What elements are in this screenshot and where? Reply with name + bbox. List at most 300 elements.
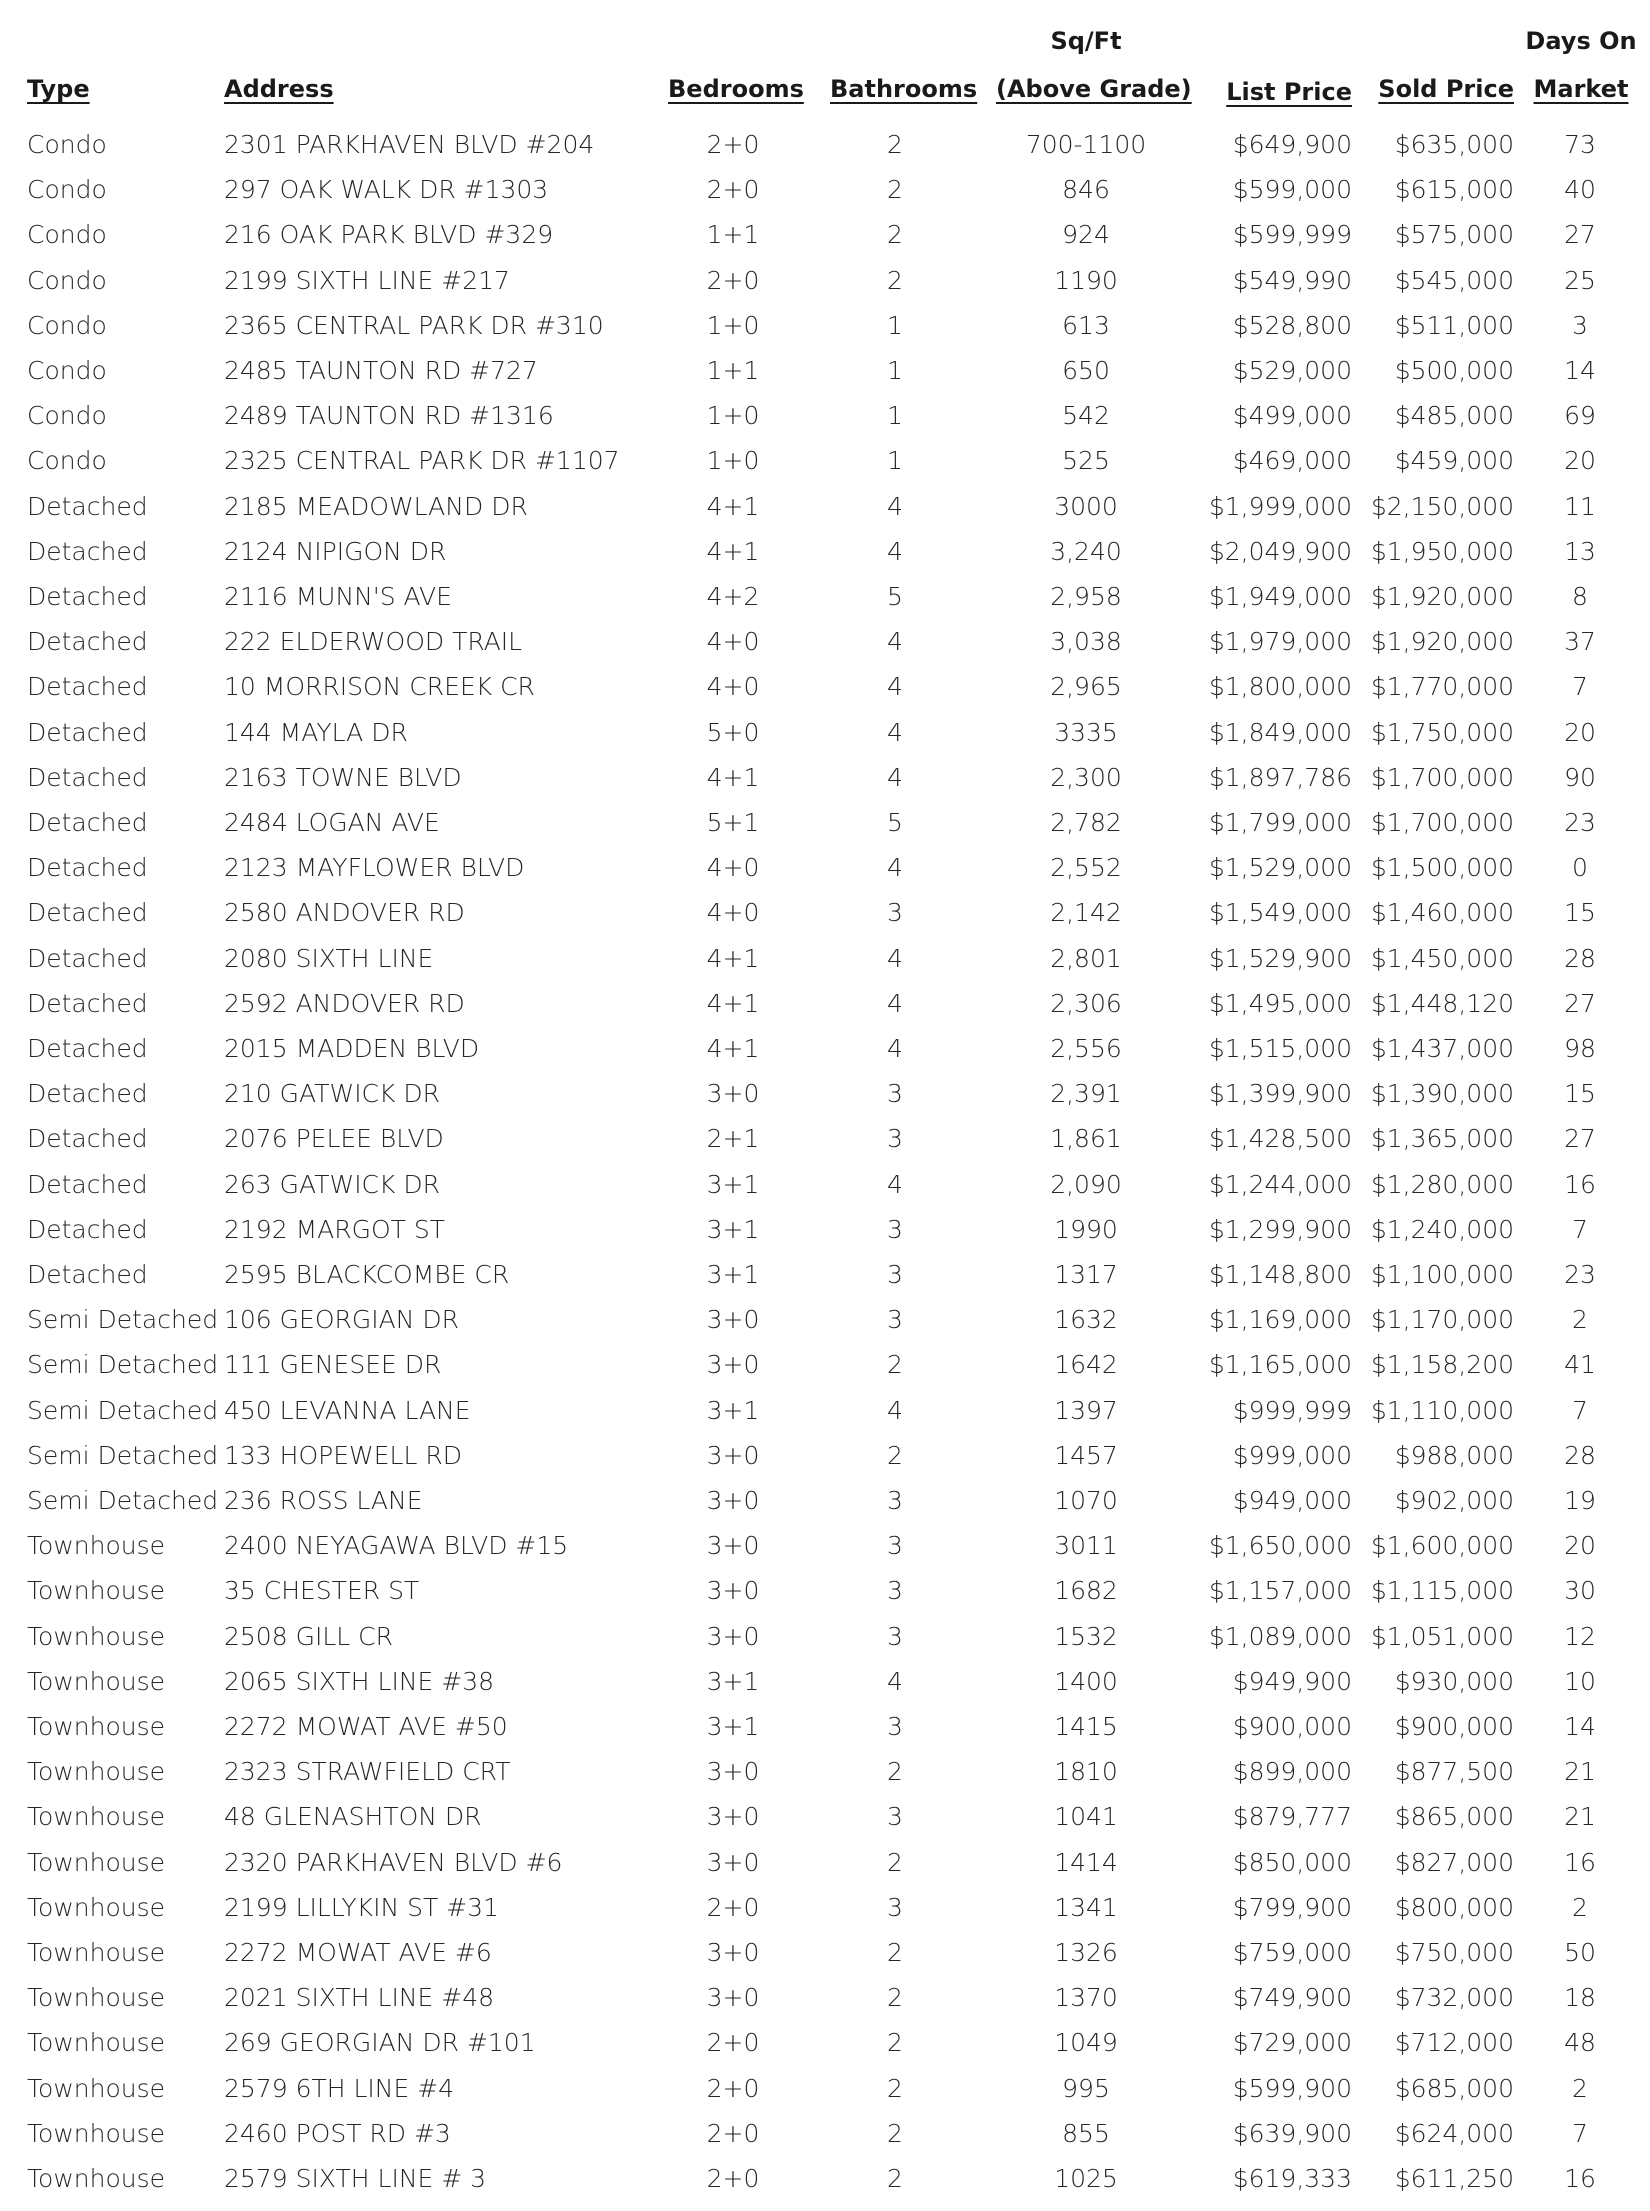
list-price-cell: $599,900 [1232, 2073, 1352, 2103]
days-on-market-cell: 2 [1572, 1305, 1588, 1335]
type-cell: Detached [27, 943, 148, 973]
sold-price-cell: $2,150,000 [1370, 491, 1514, 521]
sqft-cell: 1326 [1054, 1938, 1118, 1967]
days-on-market-cell: 21 [1564, 1757, 1596, 1787]
bedrooms-cell: 4+1 [706, 536, 760, 566]
sqft-cell: 855 [1062, 2118, 1110, 2148]
list-price-cell: $1,495,000 [1208, 988, 1352, 1018]
days-on-market-cell: 18 [1564, 1983, 1596, 2013]
address-cell: 2484 LOGAN AVE [224, 808, 440, 837]
table-row [0, 1207, 1650, 1252]
header-sqft-line1: Sq/Ft [1050, 27, 1122, 55]
days-on-market-cell: 19 [1564, 1486, 1596, 1515]
address-cell: 2579 SIXTH LINE # 3 [224, 2164, 487, 2193]
list-price-cell: $899,000 [1232, 1757, 1352, 1787]
address-cell: 144 MAYLA DR [224, 717, 408, 747]
address-cell: 297 OAK WALK DR #1303 [224, 175, 549, 205]
address-cell: 2192 MARGOT ST [224, 1214, 446, 1244]
sqft-cell: 1397 [1054, 1395, 1118, 1425]
days-on-market-cell: 16 [1564, 2164, 1596, 2193]
list-price-cell: $2,049,900 [1208, 536, 1352, 566]
type-cell: Condo [27, 220, 107, 250]
table-row [0, 1659, 1650, 1704]
sold-price-cell: $1,110,000 [1370, 1395, 1514, 1425]
sqft-cell: 700-1100 [1025, 130, 1147, 159]
sqft-cell: 2,782 [1050, 808, 1122, 837]
bathrooms-cell: 2 [887, 2028, 903, 2058]
sold-price-cell: $1,700,000 [1370, 808, 1514, 837]
type-cell: Detached [27, 672, 148, 702]
table-row [0, 981, 1650, 1026]
list-price-cell: $1,515,000 [1208, 1034, 1352, 1063]
table-row [0, 1478, 1650, 1523]
type-cell: Detached [27, 988, 148, 1018]
type-cell: Detached [27, 1124, 148, 1154]
days-on-market-cell: 7 [1572, 1395, 1588, 1425]
list-price-cell: $1,799,000 [1208, 808, 1352, 837]
bedrooms-cell: 1+1 [706, 356, 760, 385]
days-on-market-cell: 7 [1572, 2118, 1588, 2148]
list-price-cell: $1,089,000 [1208, 1621, 1352, 1651]
sold-price-cell: $545,000 [1394, 265, 1514, 295]
table-row [0, 1840, 1650, 1885]
address-cell: 2163 TOWNE BLVD [224, 762, 462, 792]
sold-price-cell: $1,450,000 [1370, 943, 1514, 973]
bathrooms-cell: 1 [887, 401, 903, 431]
sold-price-cell: $1,170,000 [1370, 1305, 1514, 1335]
bathrooms-cell: 4 [887, 1169, 903, 1199]
sqft-cell: 1,861 [1050, 1124, 1122, 1154]
type-cell: Condo [27, 175, 107, 205]
type-cell: Semi Detached [27, 1440, 219, 1470]
days-on-market-cell: 28 [1564, 943, 1596, 973]
type-cell: Semi Detached [27, 1486, 219, 1515]
bathrooms-cell: 3 [887, 1712, 903, 1741]
address-cell: 2323 STRAWFIELD CRT [224, 1757, 511, 1787]
type-cell: Semi Detached [27, 1305, 219, 1335]
sqft-cell: 2,142 [1050, 898, 1122, 928]
sqft-cell: 1400 [1054, 1666, 1118, 1696]
sqft-cell: 3011 [1054, 1531, 1118, 1561]
type-cell: Townhouse [27, 2118, 166, 2148]
type-cell: Detached [27, 1214, 148, 1244]
table-row [0, 212, 1650, 257]
list-price-cell: $639,900 [1232, 2118, 1352, 2148]
days-on-market-cell: 73 [1564, 130, 1596, 159]
sqft-cell: 1415 [1054, 1712, 1118, 1741]
table-row [0, 1433, 1650, 1478]
sqft-cell: 3000 [1054, 491, 1118, 521]
bathrooms-cell: 1 [887, 446, 903, 476]
list-price-cell: $999,999 [1232, 1395, 1352, 1425]
table-row [0, 1749, 1650, 1794]
days-on-market-cell: 23 [1564, 808, 1596, 837]
bathrooms-cell: 4 [887, 943, 903, 973]
type-cell: Detached [27, 627, 148, 657]
type-cell: Condo [27, 356, 107, 385]
address-cell: 2325 CENTRAL PARK DR #1107 [224, 446, 620, 476]
address-cell: 2301 PARKHAVEN BLVD #204 [224, 130, 595, 159]
address-cell: 2592 ANDOVER RD [224, 988, 465, 1018]
address-cell: 2508 GILL CR [224, 1621, 393, 1651]
address-cell: 2365 CENTRAL PARK DR #310 [224, 310, 604, 340]
sold-price-cell: $750,000 [1394, 1938, 1514, 1967]
bedrooms-cell: 2+0 [706, 130, 760, 159]
sold-price-cell: $1,115,000 [1370, 1576, 1514, 1606]
bedrooms-cell: 3+1 [706, 1260, 760, 1289]
type-cell: Townhouse [27, 1983, 166, 2013]
table-row [0, 348, 1650, 393]
bathrooms-cell: 2 [887, 2164, 903, 2193]
table-row [0, 1794, 1650, 1839]
type-cell: Detached [27, 717, 148, 747]
list-price-cell: $649,900 [1232, 130, 1352, 159]
table-row [0, 1162, 1650, 1207]
address-cell: 106 GEORGIAN DR [224, 1305, 459, 1335]
address-cell: 236 ROSS LANE [224, 1486, 423, 1515]
header-bedrooms: Bedrooms [668, 75, 804, 103]
bedrooms-cell: 2+0 [706, 2073, 760, 2103]
address-cell: 2123 MAYFLOWER BLVD [224, 853, 525, 883]
days-on-market-cell: 90 [1564, 762, 1596, 792]
sold-price-cell: $1,950,000 [1370, 536, 1514, 566]
type-cell: Detached [27, 1034, 148, 1063]
sqft-cell: 1341 [1054, 1892, 1118, 1922]
sold-price-cell: $930,000 [1394, 1666, 1514, 1696]
bathrooms-cell: 4 [887, 717, 903, 747]
sold-price-cell: $1,437,000 [1370, 1034, 1514, 1063]
sqft-cell: 1041 [1054, 1802, 1118, 1832]
list-price-cell: $469,000 [1232, 446, 1352, 476]
bedrooms-cell: 1+0 [706, 401, 760, 431]
table-row [0, 529, 1650, 574]
bedrooms-cell: 3+0 [706, 1305, 760, 1335]
address-cell: 2021 SIXTH LINE #48 [224, 1983, 495, 2013]
bedrooms-cell: 2+0 [706, 175, 760, 205]
bedrooms-cell: 4+1 [706, 988, 760, 1018]
sqft-cell: 924 [1062, 220, 1110, 250]
bedrooms-cell: 4+1 [706, 1034, 760, 1063]
bathrooms-cell: 5 [887, 808, 903, 837]
bedrooms-cell: 5+1 [706, 808, 760, 837]
header-sold-price: Sold Price [1378, 75, 1514, 103]
bathrooms-cell: 2 [887, 1350, 903, 1380]
type-cell: Semi Detached [27, 1350, 219, 1380]
bathrooms-cell: 3 [887, 1260, 903, 1289]
address-cell: 269 GEORGIAN DR #101 [224, 2028, 536, 2058]
list-price-cell: $799,900 [1232, 1892, 1352, 1922]
days-on-market-cell: 16 [1564, 1169, 1596, 1199]
bathrooms-cell: 4 [887, 536, 903, 566]
table-row [0, 574, 1650, 619]
days-on-market-cell: 98 [1564, 1034, 1596, 1063]
bathrooms-cell: 4 [887, 988, 903, 1018]
bathrooms-cell: 3 [887, 1305, 903, 1335]
bedrooms-cell: 3+0 [706, 1576, 760, 1606]
list-price-cell: $1,148,800 [1208, 1260, 1352, 1289]
list-price-cell: $949,000 [1232, 1486, 1352, 1515]
days-on-market-cell: 27 [1564, 1124, 1596, 1154]
bedrooms-cell: 3+1 [706, 1395, 760, 1425]
table-row [0, 890, 1650, 935]
bedrooms-cell: 4+0 [706, 898, 760, 928]
sqft-cell: 1682 [1054, 1576, 1118, 1606]
bedrooms-cell: 3+0 [706, 1079, 760, 1109]
sold-price-cell: $1,240,000 [1370, 1214, 1514, 1244]
sqft-cell: 2,801 [1050, 943, 1122, 973]
bathrooms-cell: 3 [887, 1802, 903, 1832]
bedrooms-cell: 3+0 [706, 1531, 760, 1561]
sold-price-cell: $902,000 [1394, 1486, 1514, 1515]
list-price-cell: $759,000 [1232, 1938, 1352, 1967]
sqft-cell: 1370 [1054, 1983, 1118, 2013]
days-on-market-cell: 10 [1564, 1666, 1596, 1696]
address-cell: 2185 MEADOWLAND DR [224, 491, 528, 521]
sold-price-cell: $1,600,000 [1370, 1531, 1514, 1561]
sold-price-cell: $865,000 [1394, 1802, 1514, 1832]
days-on-market-cell: 30 [1564, 1576, 1596, 1606]
type-cell: Townhouse [27, 1531, 166, 1561]
address-cell: 2400 NEYAGAWA BLVD #15 [224, 1531, 569, 1561]
table-row [0, 1523, 1650, 1568]
bathrooms-cell: 2 [887, 130, 903, 159]
list-price-cell: $1,169,000 [1208, 1305, 1352, 1335]
sqft-cell: 3,038 [1050, 627, 1122, 657]
sold-price-cell: $712,000 [1394, 2028, 1514, 2058]
type-cell: Detached [27, 536, 148, 566]
list-price-cell: $1,165,000 [1208, 1350, 1352, 1380]
address-cell: 2460 POST RD #3 [224, 2118, 451, 2148]
header-sqft-line2: (Above Grade) [996, 75, 1192, 103]
list-price-cell: $729,000 [1232, 2028, 1352, 2058]
type-cell: Detached [27, 808, 148, 837]
type-cell: Detached [27, 582, 148, 611]
table-row [0, 2066, 1650, 2111]
days-on-market-cell: 11 [1564, 491, 1596, 521]
type-cell: Townhouse [27, 1621, 166, 1651]
address-cell: 35 CHESTER ST [224, 1576, 420, 1606]
days-on-market-cell: 41 [1564, 1350, 1596, 1380]
address-cell: 2116 MUNN'S AVE [224, 582, 452, 611]
address-cell: 111 GENESEE DR [224, 1350, 442, 1380]
bathrooms-cell: 2 [887, 1847, 903, 1877]
address-cell: 2199 SIXTH LINE #217 [224, 265, 510, 295]
table-row [0, 755, 1650, 800]
type-cell: Townhouse [27, 1757, 166, 1787]
days-on-market-cell: 27 [1564, 988, 1596, 1018]
bathrooms-cell: 3 [887, 1621, 903, 1651]
list-price-cell: $749,900 [1232, 1983, 1352, 2013]
type-cell: Detached [27, 898, 148, 928]
list-price-cell: $499,000 [1232, 401, 1352, 431]
list-price-cell: $529,000 [1232, 356, 1352, 385]
sqft-cell: 2,556 [1050, 1034, 1122, 1063]
table-row [0, 1116, 1650, 1161]
type-cell: Detached [27, 1169, 148, 1199]
address-cell: 2485 TAUNTON RD #727 [224, 356, 538, 385]
table-row [0, 710, 1650, 755]
bathrooms-cell: 4 [887, 1666, 903, 1696]
sqft-cell: 995 [1062, 2073, 1110, 2103]
sqft-cell: 1049 [1054, 2028, 1118, 2058]
address-cell: 2320 PARKHAVEN BLVD #6 [224, 1847, 563, 1877]
days-on-market-cell: 16 [1564, 1847, 1596, 1877]
bathrooms-cell: 3 [887, 1531, 903, 1561]
list-price-cell: $1,157,000 [1208, 1576, 1352, 1606]
sold-price-cell: $624,000 [1394, 2118, 1514, 2148]
header-address: Address [224, 75, 334, 103]
days-on-market-cell: 48 [1564, 2028, 1596, 2058]
type-cell: Condo [27, 265, 107, 295]
address-cell: 2579 6TH LINE #4 [224, 2073, 455, 2103]
bedrooms-cell: 4+0 [706, 672, 760, 702]
bedrooms-cell: 1+1 [706, 220, 760, 250]
sqft-cell: 2,552 [1050, 853, 1122, 883]
days-on-market-cell: 14 [1564, 1712, 1596, 1741]
days-on-market-cell: 8 [1572, 582, 1588, 611]
sqft-cell: 1025 [1054, 2164, 1118, 2193]
sold-price-cell: $732,000 [1394, 1983, 1514, 2013]
bathrooms-cell: 4 [887, 762, 903, 792]
bedrooms-cell: 4+0 [706, 627, 760, 657]
sqft-cell: 1632 [1054, 1305, 1118, 1335]
days-on-market-cell: 20 [1564, 1531, 1596, 1561]
table-row [0, 664, 1650, 709]
sqft-cell: 1532 [1054, 1621, 1118, 1651]
bedrooms-cell: 5+0 [706, 717, 760, 747]
address-cell: 2076 PELEE BLVD [224, 1124, 444, 1154]
sqft-cell: 3,240 [1050, 536, 1122, 566]
bathrooms-cell: 1 [887, 356, 903, 385]
bedrooms-cell: 3+0 [706, 1757, 760, 1787]
sqft-cell: 2,090 [1050, 1169, 1122, 1199]
list-price-cell: $1,529,000 [1208, 853, 1352, 883]
type-cell: Detached [27, 853, 148, 883]
sqft-cell: 542 [1062, 401, 1110, 431]
table-row [0, 800, 1650, 845]
type-cell: Townhouse [27, 1847, 166, 1877]
sqft-cell: 525 [1062, 446, 1110, 476]
type-cell: Townhouse [27, 1666, 166, 1696]
bedrooms-cell: 1+0 [706, 310, 760, 340]
bathrooms-cell: 3 [887, 1214, 903, 1244]
list-price-cell: $850,000 [1232, 1847, 1352, 1877]
bathrooms-cell: 1 [887, 310, 903, 340]
sold-price-cell: $1,700,000 [1370, 762, 1514, 792]
sqft-cell: 2,958 [1050, 582, 1122, 611]
days-on-market-cell: 7 [1572, 1214, 1588, 1244]
bathrooms-cell: 2 [887, 265, 903, 295]
type-cell: Townhouse [27, 2028, 166, 2058]
table-row [0, 393, 1650, 438]
days-on-market-cell: 21 [1564, 1802, 1596, 1832]
days-on-market-cell: 20 [1564, 717, 1596, 747]
sold-price-cell: $1,770,000 [1370, 672, 1514, 702]
bedrooms-cell: 3+0 [706, 1983, 760, 2013]
bedrooms-cell: 4+1 [706, 943, 760, 973]
bathrooms-cell: 2 [887, 175, 903, 205]
sqft-cell: 1810 [1054, 1757, 1118, 1787]
bedrooms-cell: 3+1 [706, 1214, 760, 1244]
days-on-market-cell: 27 [1564, 220, 1596, 250]
sold-price-cell: $877,500 [1394, 1757, 1514, 1787]
type-cell: Detached [27, 491, 148, 521]
table-row [0, 258, 1650, 303]
sold-price-cell: $1,100,000 [1370, 1260, 1514, 1289]
address-cell: 133 HOPEWELL RD [224, 1440, 462, 1470]
bathrooms-cell: 2 [887, 220, 903, 250]
bathrooms-cell: 2 [887, 1983, 903, 2013]
list-price-cell: $599,999 [1232, 220, 1352, 250]
list-price-cell: $528,800 [1232, 310, 1352, 340]
table-row [0, 167, 1650, 212]
sqft-cell: 1642 [1054, 1350, 1118, 1380]
bedrooms-cell: 1+0 [706, 446, 760, 476]
sold-price-cell: $988,000 [1394, 1440, 1514, 1470]
sqft-cell: 613 [1062, 310, 1110, 340]
type-cell: Townhouse [27, 1712, 166, 1741]
days-on-market-cell: 12 [1564, 1621, 1596, 1651]
bathrooms-cell: 4 [887, 1395, 903, 1425]
days-on-market-cell: 2 [1572, 2073, 1588, 2103]
header-bathrooms: Bathrooms [830, 75, 978, 103]
table-row [0, 1026, 1650, 1071]
days-on-market-cell: 0 [1572, 853, 1588, 883]
type-cell: Townhouse [27, 2073, 166, 2103]
table-row [0, 303, 1650, 348]
list-price-cell: $1,650,000 [1208, 1531, 1352, 1561]
list-price-cell: $599,000 [1232, 175, 1352, 205]
bedrooms-cell: 3+1 [706, 1712, 760, 1741]
bedrooms-cell: 2+1 [706, 1124, 760, 1154]
table-row [0, 1975, 1650, 2020]
address-cell: 2080 SIXTH LINE [224, 943, 434, 973]
address-cell: 2199 LILLYKIN ST #31 [224, 1892, 499, 1922]
list-price-cell: $900,000 [1232, 1712, 1352, 1741]
sqft-cell: 2,391 [1050, 1079, 1122, 1109]
bathrooms-cell: 4 [887, 1034, 903, 1063]
header-dom-line1: Days On [1525, 27, 1637, 55]
bathrooms-cell: 2 [887, 1938, 903, 1967]
list-price-cell: $1,800,000 [1208, 672, 1352, 702]
type-cell: Townhouse [27, 1892, 166, 1922]
table-row [0, 2156, 1650, 2201]
address-cell: 48 GLENASHTON DR [224, 1802, 482, 1832]
list-price-cell: $1,849,000 [1208, 717, 1352, 747]
sold-price-cell: $1,158,200 [1370, 1350, 1514, 1380]
sqft-cell: 2,306 [1050, 988, 1122, 1018]
table-row [0, 1704, 1650, 1749]
bedrooms-cell: 3+0 [706, 1847, 760, 1877]
type-cell: Detached [27, 1079, 148, 1109]
sqft-cell: 2,965 [1050, 672, 1122, 702]
list-price-cell: $1,529,900 [1208, 943, 1352, 973]
type-cell: Townhouse [27, 1576, 166, 1606]
bedrooms-cell: 3+0 [706, 1938, 760, 1967]
sqft-cell: 1990 [1054, 1214, 1118, 1244]
table-row [0, 122, 1650, 167]
days-on-market-cell: 14 [1564, 356, 1596, 385]
table-row [0, 2020, 1650, 2065]
table-row [0, 1568, 1650, 1613]
type-cell: Condo [27, 401, 107, 431]
table-row [0, 1614, 1650, 1659]
days-on-market-cell: 15 [1564, 898, 1596, 928]
bedrooms-cell: 4+1 [706, 491, 760, 521]
days-on-market-cell: 20 [1564, 446, 1596, 476]
sold-price-cell: $1,920,000 [1370, 582, 1514, 611]
type-cell: Condo [27, 446, 107, 476]
